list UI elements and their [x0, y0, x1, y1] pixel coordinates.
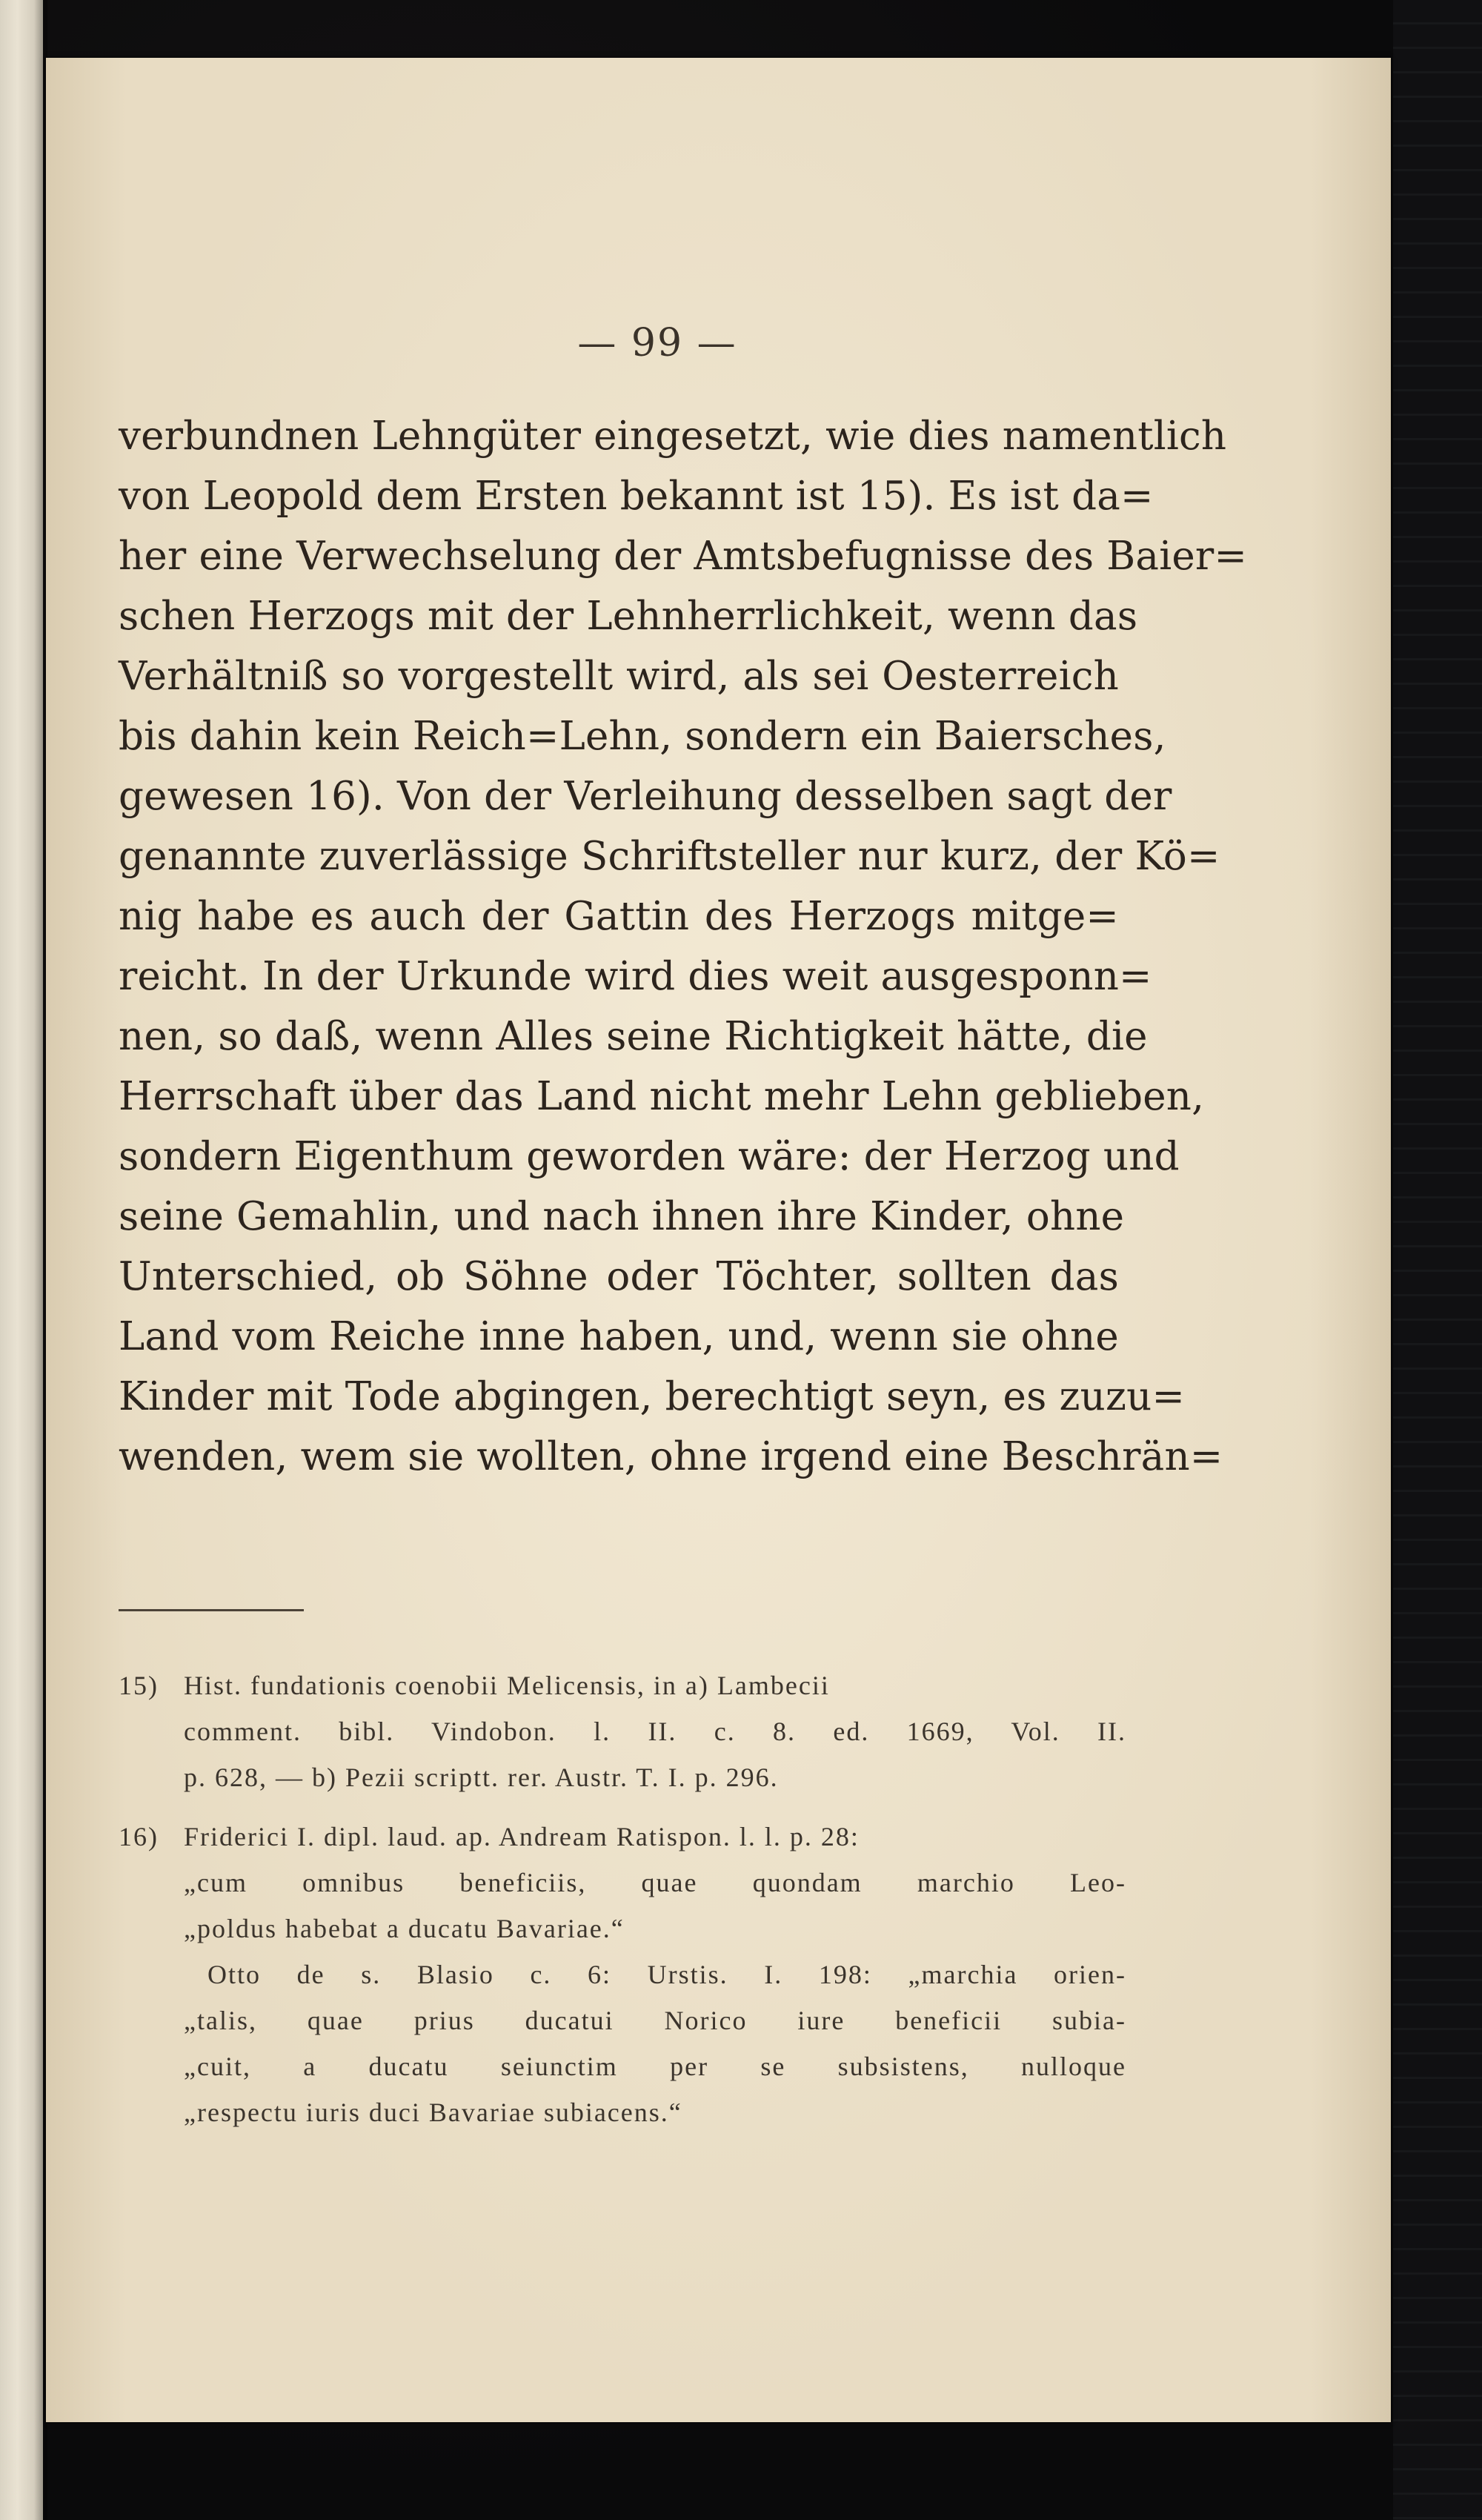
text-line: gewesen 16). Von der Verleihung desselben sagt der	[119, 774, 1172, 819]
footnote-marker: 16)	[119, 1822, 159, 1851]
text-line: bis dahin kein Reich=Lehn, sondern ein Baiersches,	[119, 714, 1166, 759]
text-line: sondern Eigenthum geworden wäre: der Herzog und	[119, 1134, 1180, 1179]
text-line: nig habe es auch der Gattin des Herzogs mitge=	[119, 894, 1119, 939]
footnotes	[119, 1662, 1126, 2149]
footnote-line: Otto de s. Blasio c. 6: Urstis. I. 198: „marchia orien-	[207, 1960, 1126, 1989]
footnote-text: Hist. fundationis coenobii Melicensis, in a) Lambecii	[184, 1671, 830, 1700]
footnote-line: „cum omnibus beneficiis, quae quondam marchio Leo-	[184, 1868, 1126, 1897]
text-line: Land vom Reiche inne haben, und, wenn sie ohne	[119, 1314, 1119, 1359]
text-line: Unterschied, ob Söhne oder Töchter, sollten das	[119, 1254, 1119, 1299]
text-line: Herrschaft über das Land nicht mehr Lehn geblieben,	[119, 1074, 1205, 1119]
scanner-border	[1393, 0, 1482, 2520]
text-line: nen, so daß, wenn Alles seine Richtigkeit hätte, die	[119, 1014, 1148, 1059]
footnote-line: „cuit, a ducatu seiunctim per se subsistens, nulloque	[184, 2052, 1126, 2081]
page-number: — 99 —	[577, 321, 737, 365]
footnote-line: „respectu iuris duci Bavariae subiacens.“	[184, 2098, 682, 2127]
footnote-line	[119, 1814, 1126, 1860]
footnote-line: „poldus habebat a ducatu Bavariae.“	[184, 1914, 625, 1943]
footnote-separator	[119, 1609, 304, 1611]
text-line: Kinder mit Tode abgingen, berechtigt seyn, es zuzu=	[119, 1374, 1186, 1419]
footnote-marker: 15)	[119, 1671, 159, 1700]
footnote-line: p. 628, — b) Pezii scriptt. rer. Austr. T. I. p. 296.	[184, 1763, 779, 1792]
text-line: genannte zuverlässige Schriftsteller nur kurz, der Kö=	[119, 834, 1220, 879]
footnote-text: Friderici I. dipl. laud. ap. Andream Ratispon. l. l. p. 28:	[184, 1822, 860, 1851]
footnote-line: „talis, quae prius ducatui Norico iure beneficii subia-	[184, 2006, 1126, 2035]
footnote-16	[119, 1814, 1126, 2135]
text-line: von Leopold dem Ersten bekannt ist 15). Es ist da=	[119, 474, 1154, 519]
main-text	[119, 406, 1248, 1487]
footnote-line: comment. bibl. Vindobon. l. II. c. 8. ed. 1669, Vol. II.	[184, 1717, 1126, 1746]
text-line: seine Gemahlin, und nach ihnen ihre Kinder, ohne	[119, 1194, 1125, 1239]
text-line: wenden, wem sie wollten, ohne irgend eine Beschrän=	[119, 1434, 1223, 1479]
footnote-15	[119, 1662, 1126, 1800]
text-line: schen Herzogs mit der Lehnherrlichkeit, wenn das	[119, 594, 1138, 639]
text-line: verbundnen Lehngüter eingesetzt, wie dies namentlich	[119, 414, 1227, 459]
book-page	[46, 58, 1391, 2422]
footnote-line	[119, 1662, 1126, 1708]
text-line: Verhältniß so vorgestellt wird, als sei Oesterreich	[119, 654, 1119, 699]
text-line: reicht. In der Urkunde wird dies weit ausgesponn=	[119, 954, 1152, 999]
text-line: her eine Verwechselung der Amtsbefugnisse des Baier=	[119, 534, 1248, 579]
